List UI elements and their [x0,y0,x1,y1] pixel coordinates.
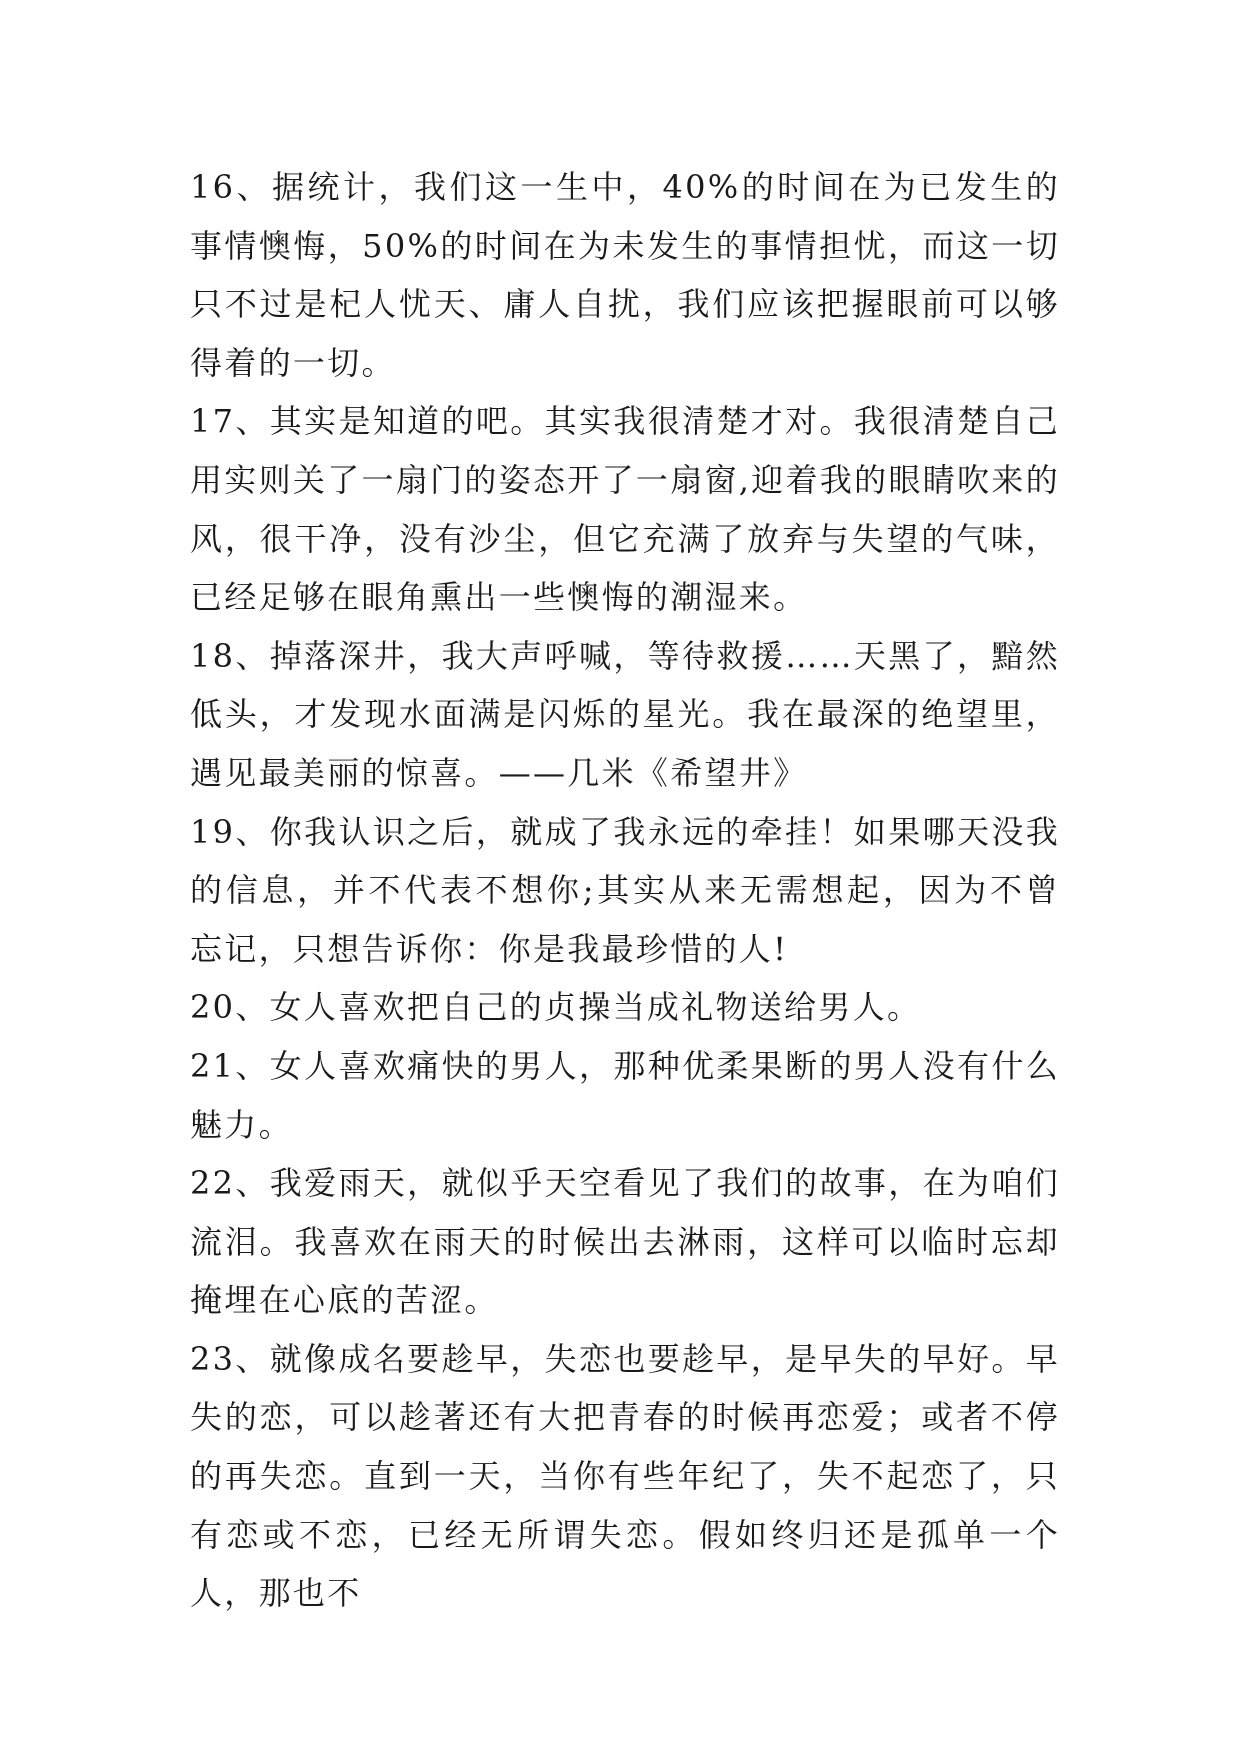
paragraph-21: 21、女人喜欢痛快的男人，那种优柔果断的男人没有什么魅力。 [190,1046,1060,1144]
paragraph-20: 20、女人喜欢把自己的贞操当成礼物送给男人。 [190,988,922,1027]
paragraph-18: 18、掉落深井，我大声呼喊，等待救援……天黑了，黯然低头，才发现水面满是闪烁的星光。我在最深的绝望里，遇见最美丽的惊喜。——几米《希望井》 [190,636,1060,792]
paragraph-17: 17、其实是知道的吧。其实我很清楚才对。我很清楚自己用实则关了一扇门的姿态开了一扇窗,迎着我的眼睛吹来的风，很干净，没有沙尘，但它充满了放弃与失望的气味，已经足够在眼角熏出一些懊悔的潮湿来。 [190,402,1060,617]
paragraph-19: 19、你我认识之后，就成了我永远的牵挂！如果哪天没我的信息，并不代表不想你;其实从来无需想起，因为不曾忘记，只想告诉你：你是我最珍惜的人! [190,812,1060,968]
paragraph-23: 23、就像成名要趁早，失恋也要趁早，是早失的早好。早失的恋，可以趁著还有大把青春的时候再恋爱；或者不停的再失恋。直到一天，当你有些年纪了，失不起恋了，只有恋或不恋，已经无所谓失恋。假如终归还是孤单一个人，那也不 [190,1339,1060,1613]
paragraph-22: 22、我爱雨天，就似乎天空看见了我们的故事，在为咱们流泪。我喜欢在雨天的时候出去淋雨，这样可以临时忘却掩埋在心底的苦涩。 [190,1164,1060,1320]
paragraph-16: 16、据统计，我们这一生中，40%的时间在为已发生的事情懊悔，50%的时间在为未发生的事情担忧，而这一切只不过是杞人忧天、庸人自扰，我们应该把握眼前可以够得着的一切。 [190,168,1060,382]
document-body [190,158,1060,1623]
